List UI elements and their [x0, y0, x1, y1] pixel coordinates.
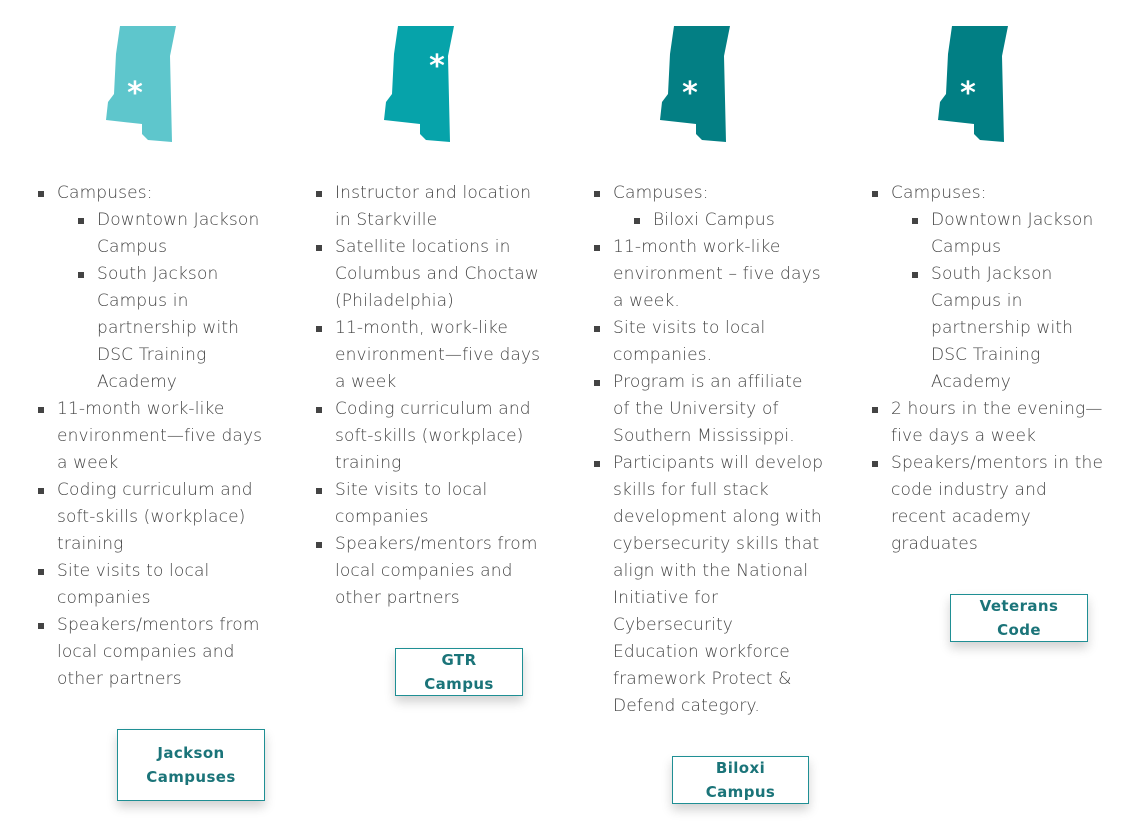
list-item: Instructor and location in Starkville — [316, 180, 546, 234]
sub-list — [891, 207, 1104, 396]
sub-list-item: Downtown Jackson Campus — [57, 207, 268, 261]
list-item — [594, 180, 824, 234]
list-item: Program is an affiliate of the University of Southern Mississippi. — [594, 369, 824, 450]
list-item: Site visits to local companies — [38, 558, 268, 612]
sub-list-item: South Jackson Campus in partnership with DSC Training Academy — [57, 261, 268, 396]
mississippi-map-icon — [658, 24, 732, 142]
sub-list-item: South Jackson Campus in partnership with DSC Training Academy — [891, 261, 1104, 396]
svg-text:*: * — [127, 76, 143, 111]
list-item: Site visits to local companies — [316, 477, 546, 531]
list-item: Satellite locations in Columbus and Choctaw (Philadelphia) — [316, 234, 546, 315]
list-item: 11-month work-like environment – five days a week. — [594, 234, 824, 315]
list-item: Speakers/mentors in the code industry and recent academy graduates — [872, 450, 1104, 558]
veterans-code-button[interactable]: Veterans Code — [950, 594, 1088, 642]
list-item: Participants will develop skills for full stack development along with cybersecurity skills that align with the National Initiative for Cybersecurity Education workforce framework Protect & Defend category. — [594, 450, 824, 720]
sub-list — [57, 207, 268, 396]
list-item-text: Campuses: — [891, 183, 987, 203]
svg-text:*: * — [429, 49, 445, 84]
mississippi-map-icon — [382, 24, 456, 142]
list-item: 2 hours in the evening—five days a week — [872, 396, 1104, 450]
feature-list — [872, 180, 1104, 558]
list-item: 11-month, work-like environment—five days a week — [316, 315, 546, 396]
map-shape — [384, 26, 454, 142]
feature-list — [594, 180, 824, 720]
list-item — [38, 180, 268, 396]
svg-text:*: * — [682, 76, 698, 111]
mississippi-map-icon — [104, 24, 178, 142]
svg-text:*: * — [960, 76, 976, 111]
sub-list-item: Biloxi Campus — [613, 207, 824, 234]
list-item: 11-month work-like environment—five days a week — [38, 396, 268, 477]
list-item: Coding curriculum and soft-skills (workplace) training — [316, 396, 546, 477]
biloxi-campus-button[interactable]: Biloxi Campus — [672, 756, 809, 804]
mississippi-map-icon — [936, 24, 1010, 142]
list-item: Speakers/mentors from local companies and other partners — [316, 531, 546, 612]
feature-list — [38, 180, 268, 693]
list-item — [872, 180, 1104, 396]
list-item-text: Campuses: — [57, 183, 153, 203]
sub-list — [613, 207, 824, 234]
feature-list — [316, 180, 546, 612]
jackson-campuses-button[interactable]: Jackson Campuses — [117, 729, 265, 801]
list-item-text: Campuses: — [613, 183, 709, 203]
list-item: Site visits to local companies. — [594, 315, 824, 369]
gtr-campus-button[interactable]: GTR Campus — [395, 648, 523, 696]
list-item: Coding curriculum and soft-skills (workplace) training — [38, 477, 268, 558]
sub-list-item: Downtown Jackson Campus — [891, 207, 1104, 261]
list-item: Speakers/mentors from local companies and other partners — [38, 612, 268, 693]
